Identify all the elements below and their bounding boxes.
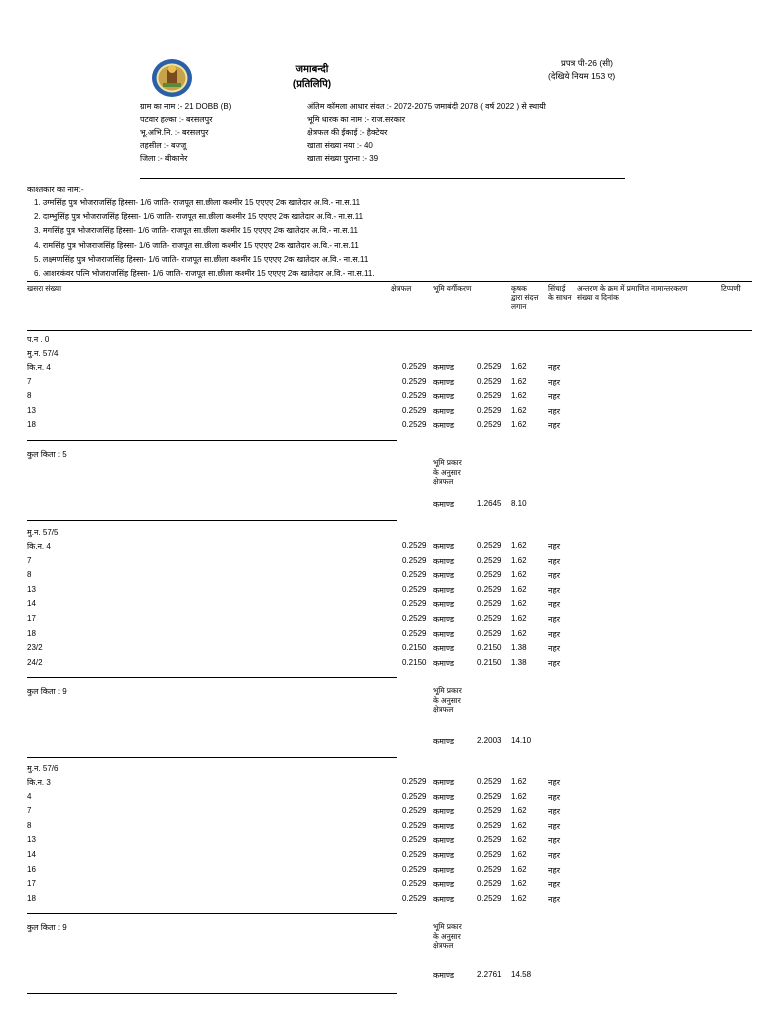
classified-area: 0.2529 bbox=[477, 555, 502, 565]
classified-area: 0.2529 bbox=[477, 835, 502, 845]
table-row bbox=[0, 879, 768, 893]
irrigation-source: नहर bbox=[548, 778, 560, 787]
section-summary-row bbox=[0, 736, 768, 748]
summary-area: 2.2761 bbox=[477, 970, 502, 979]
summary-area: 1.2645 bbox=[477, 499, 502, 508]
rent-value: 1.62 bbox=[511, 599, 527, 609]
rent-value: 1.62 bbox=[511, 541, 527, 550]
area-value: 0.2529 bbox=[402, 820, 427, 830]
classified-area: 0.2529 bbox=[477, 362, 502, 371]
irrigation-source: नहर bbox=[548, 629, 560, 639]
table-row bbox=[0, 821, 768, 835]
info-right-block bbox=[307, 100, 546, 165]
irrigation-source: नहर bbox=[548, 615, 560, 624]
land-classification: कमाण्ड bbox=[433, 392, 455, 402]
kila-number: 14 bbox=[27, 599, 36, 609]
table-row bbox=[0, 894, 768, 908]
area-value: 0.2529 bbox=[402, 420, 427, 430]
table-row bbox=[0, 806, 768, 820]
land-classification: कमाण्ड bbox=[433, 363, 455, 372]
area-value: 0.2529 bbox=[402, 777, 427, 786]
irrigation-source: नहर bbox=[548, 363, 560, 372]
kila-number: कि.न. 4 bbox=[27, 542, 51, 551]
col-khasra-header: खसरा संख्या bbox=[27, 284, 62, 293]
classified-area: 0.2529 bbox=[477, 791, 502, 801]
irrigation-source: नहर bbox=[548, 792, 560, 802]
summary-rent: 8.10 bbox=[511, 499, 527, 508]
land-classification: कमाण्ड bbox=[433, 865, 455, 875]
rent-value: 1.38 bbox=[511, 643, 527, 653]
table-row bbox=[0, 599, 768, 613]
kila-number: कि.न. 4 bbox=[27, 363, 51, 372]
land-classification: कमाण्ड bbox=[433, 406, 455, 416]
rent-value: 1.62 bbox=[511, 820, 527, 830]
land-holder-name: भूमि धारक का नाम :- राज.सरकार bbox=[307, 115, 406, 124]
irrigation-source: नहर bbox=[548, 644, 560, 654]
summary-land-type: कमाण्ड bbox=[433, 971, 455, 980]
section-divider bbox=[27, 677, 397, 678]
classified-area: 0.2529 bbox=[477, 820, 502, 830]
classified-area: 0.2529 bbox=[477, 570, 502, 580]
classified-area: 0.2529 bbox=[477, 599, 502, 609]
rent-value: 1.62 bbox=[511, 405, 527, 415]
district: जिला :- बीकानेर bbox=[140, 154, 188, 163]
irrigation-source: नहर bbox=[548, 880, 560, 890]
form-number: प्रपत्र पी-26 (सी) bbox=[561, 58, 614, 68]
col-irrigation-header: सिंचाई के साधन bbox=[548, 284, 572, 302]
rent-value: 1.62 bbox=[511, 614, 527, 623]
land-classification: कमाण्ड bbox=[433, 629, 455, 639]
summary-land-type: कमाण्ड bbox=[433, 500, 455, 509]
area-value: 0.2529 bbox=[402, 376, 427, 386]
summary-land-type: कमाण्ड bbox=[433, 737, 455, 746]
land-classification: कमाण्ड bbox=[433, 821, 455, 831]
summary-rent: 14.58 bbox=[511, 970, 532, 979]
murabba-number: मु.न. 57/6 bbox=[27, 764, 59, 773]
irrigation-source: नहर bbox=[548, 600, 560, 610]
land-classification: कमाण्ड bbox=[433, 644, 455, 654]
area-by-land-type-label: भूमि प्रकार के अनुसार क्षेत्रफल bbox=[433, 458, 462, 486]
area-unit: क्षेत्रफल की ईकाई :- हैक्टेयर bbox=[307, 128, 388, 137]
area-value: 0.2529 bbox=[402, 599, 427, 609]
rent-value: 1.62 bbox=[511, 893, 527, 903]
kila-number: 7 bbox=[27, 376, 32, 386]
area-by-land-type-label: भूमि प्रकार के अनुसार क्षेत्रफल bbox=[433, 686, 462, 714]
area-value: 0.2529 bbox=[402, 570, 427, 580]
area-value: 0.2529 bbox=[402, 850, 427, 859]
table-row bbox=[0, 792, 768, 806]
irrigation-source: नहर bbox=[548, 821, 560, 831]
land-classification: कमाण्ड bbox=[433, 836, 455, 846]
land-classification: कमाण्ड bbox=[433, 851, 455, 860]
document-subtitle: (प्रतिलिपि) bbox=[292, 79, 332, 90]
kila-number: 8 bbox=[27, 570, 32, 580]
section-summary-row bbox=[0, 499, 768, 511]
table-row bbox=[0, 629, 768, 643]
rent-value: 1.62 bbox=[511, 584, 527, 594]
land-classification: कमाण्ड bbox=[433, 792, 455, 802]
rent-value: 1.38 bbox=[511, 657, 527, 667]
classified-area: 0.2529 bbox=[477, 864, 502, 874]
irrigation-source: नहर bbox=[548, 542, 560, 551]
area-by-land-type-label: भूमि प्रकार के अनुसार क्षेत्रफल bbox=[433, 922, 462, 950]
account-number-old: खाता संख्या पुराना :- 39 bbox=[307, 154, 379, 163]
irrigation-source: नहर bbox=[548, 585, 560, 595]
irrigation-source: नहर bbox=[548, 894, 560, 904]
area-value: 0.2529 bbox=[402, 362, 427, 371]
total-plots-label: कुल किता : 9 bbox=[27, 923, 67, 932]
owner-entry: 1. उग्मसिंह पुत्र भोजराजसिंह हिस्सा- 1/6 जाति- राजपूत सा.छीला कश्मीर 15 एएएए 2क खातेदार अ.वि.- ना.स.11 bbox=[34, 198, 361, 207]
area-value: 0.2529 bbox=[402, 555, 427, 565]
kila-number: 13 bbox=[27, 584, 36, 594]
col-classification-header: भूमि वर्गीकरण bbox=[433, 284, 472, 293]
total-plots-label: कुल किता : 9 bbox=[27, 687, 67, 696]
owners-label: काश्तकार का नाम:- bbox=[27, 185, 84, 194]
classified-area: 0.2529 bbox=[477, 893, 502, 903]
land-classification: कमाण्ड bbox=[433, 658, 455, 668]
table-row bbox=[0, 835, 768, 849]
kila-number: 17 bbox=[27, 879, 36, 889]
area-value: 0.2529 bbox=[402, 864, 427, 874]
area-value: 0.2529 bbox=[402, 628, 427, 638]
kila-number: 18 bbox=[27, 628, 36, 638]
kila-number: 8 bbox=[27, 391, 32, 401]
area-value: 0.2529 bbox=[402, 835, 427, 845]
table-row bbox=[0, 556, 768, 570]
land-classification: कमाण्ड bbox=[433, 615, 455, 624]
kila-number: 7 bbox=[27, 806, 32, 816]
kila-number: 23/2 bbox=[27, 643, 43, 653]
area-value: 0.2529 bbox=[402, 806, 427, 816]
kila-number: 18 bbox=[27, 420, 36, 430]
summary-rent: 14.10 bbox=[511, 736, 532, 745]
patwar-halka: पटवार हल्का :- बरसलपुर bbox=[140, 115, 213, 124]
rent-value: 1.62 bbox=[511, 835, 527, 845]
kila-number: कि.न. 3 bbox=[27, 778, 51, 787]
area-value: 0.2529 bbox=[402, 791, 427, 801]
land-classification: कमाण्ड bbox=[433, 542, 455, 551]
table-row bbox=[0, 777, 768, 791]
section-end-divider bbox=[27, 993, 397, 994]
rent-value: 1.62 bbox=[511, 777, 527, 786]
table-row bbox=[0, 585, 768, 599]
rent-value: 1.62 bbox=[511, 850, 527, 859]
col-rent-header: कृषक द्वारा संदत्त लगान bbox=[511, 284, 539, 311]
info-left-block bbox=[140, 100, 231, 165]
rent-value: 1.62 bbox=[511, 362, 527, 371]
irrigation-source: नहर bbox=[548, 851, 560, 860]
area-value: 0.2529 bbox=[402, 541, 427, 550]
col-area-header: क्षेत्रफल bbox=[391, 284, 412, 293]
table-row bbox=[0, 362, 768, 376]
table-row bbox=[0, 420, 768, 434]
document-title: जमाबन्दी bbox=[295, 64, 329, 75]
area-value: 0.2529 bbox=[402, 893, 427, 903]
table-row bbox=[0, 570, 768, 584]
section-summary-row bbox=[0, 970, 768, 982]
section-divider bbox=[27, 913, 397, 914]
area-value: 0.2529 bbox=[402, 584, 427, 594]
table-row bbox=[0, 406, 768, 420]
classified-area: 0.2529 bbox=[477, 376, 502, 386]
owner-entry: 6. आशरकंवर पत्नि भोजराजसिंह हिस्सा- 1/6 जाति- राजपूत सा.छीला कश्मीर 15 एएएए 2क खातेदार अ.वि.- ना.स.11. bbox=[34, 269, 375, 278]
classified-area: 0.2150 bbox=[477, 643, 502, 653]
rent-value: 1.62 bbox=[511, 628, 527, 638]
land-classification: कमाण्ड bbox=[433, 880, 455, 890]
land-classification: कमाण्ड bbox=[433, 377, 455, 387]
area-value: 0.2150 bbox=[402, 657, 427, 667]
classified-area: 0.2529 bbox=[477, 879, 502, 889]
classified-area: 0.2529 bbox=[477, 628, 502, 638]
irrigation-source: नहर bbox=[548, 658, 560, 668]
summary-area: 2.2003 bbox=[477, 736, 502, 745]
irrigation-source: नहर bbox=[548, 406, 560, 416]
rule-reference: (देखिये नियम 153 ए) bbox=[548, 71, 616, 81]
kila-number: 13 bbox=[27, 835, 36, 845]
section-end-divider bbox=[27, 757, 397, 758]
kila-number: 16 bbox=[27, 864, 36, 874]
classified-area: 0.2529 bbox=[477, 850, 502, 859]
rent-value: 1.62 bbox=[511, 806, 527, 816]
classified-area: 0.2150 bbox=[477, 657, 502, 667]
area-value: 0.2529 bbox=[402, 614, 427, 623]
classified-area: 0.2529 bbox=[477, 614, 502, 623]
owner-entry: 5. लक्ष्मणसिंह पुत्र भोजराजसिंह हिस्सा- 1/6 जाति- राजपूत सा.छीला कश्मीर 15 एएएए 2क खातेदार अ.वि.- ना.स.11 bbox=[34, 254, 369, 264]
rent-value: 1.62 bbox=[511, 376, 527, 386]
area-value: 0.2529 bbox=[402, 405, 427, 415]
land-classification: कमाण्ड bbox=[433, 600, 455, 610]
murabba-number: मु.न. 57/5 bbox=[27, 528, 59, 537]
pn-label: प.न . 0 bbox=[27, 335, 50, 344]
rent-value: 1.62 bbox=[511, 864, 527, 874]
settlement-basis: अंतिम कॉमला आधार संवत :- 2072-2075 जमाबंदी 2078 ( वर्ष 2022 ) से स्थायी bbox=[307, 102, 546, 111]
rent-value: 1.62 bbox=[511, 420, 527, 430]
rent-value: 1.62 bbox=[511, 555, 527, 565]
owner-entry: 2. दाम्भुसिंह पुत्र भोजराजसिंह हिस्सा- 1/6 जाति- राजपूत सा.छीला कश्मीर 15 एएएए 2क खातेदार अ.वि.- ना.स.11 bbox=[34, 212, 364, 222]
table-row bbox=[0, 391, 768, 405]
classified-area: 0.2529 bbox=[477, 777, 502, 786]
land-classification: कमाण्ड bbox=[433, 556, 455, 566]
rent-value: 1.62 bbox=[511, 391, 527, 401]
table-row bbox=[0, 850, 768, 864]
rent-value: 1.62 bbox=[511, 879, 527, 889]
section-divider bbox=[27, 440, 397, 441]
village-name: ग्राम का नाम :- 21 DOBB (B) bbox=[140, 102, 232, 111]
kila-number: 4 bbox=[27, 791, 32, 801]
irrigation-source: नहर bbox=[548, 865, 560, 875]
kila-number: 8 bbox=[27, 820, 32, 830]
kila-number: 17 bbox=[27, 614, 36, 623]
classified-area: 0.2529 bbox=[477, 541, 502, 550]
table-row bbox=[0, 377, 768, 391]
government-emblem-logo bbox=[151, 58, 193, 98]
table-row bbox=[0, 643, 768, 657]
area-value: 0.2150 bbox=[402, 643, 427, 653]
area-value: 0.2529 bbox=[402, 879, 427, 889]
irrigation-source: नहर bbox=[548, 556, 560, 566]
land-classification: कमाण्ड bbox=[433, 894, 455, 904]
col-remarks-header: टिप्पणी bbox=[721, 284, 741, 293]
table-header-rule bbox=[27, 330, 752, 331]
kila-number: 14 bbox=[27, 850, 36, 859]
classified-area: 0.2529 bbox=[477, 806, 502, 816]
irrigation-source: नहर bbox=[548, 421, 560, 431]
land-classification: कमाण्ड bbox=[433, 585, 455, 595]
land-classification: कमाण्ड bbox=[433, 778, 455, 787]
irrigation-source: नहर bbox=[548, 836, 560, 846]
table-top-rule bbox=[27, 281, 752, 282]
land-classification: कमाण्ड bbox=[433, 571, 455, 581]
owner-entry: 4. रामसिंह पुत्र भोजराजसिंह हिस्सा- 1/6 जाति- राजपूत सा.छीला कश्मीर 15 एएएए 2क खातेदार अ.वि.- ना.स.11 bbox=[34, 240, 359, 250]
kila-number: 24/2 bbox=[27, 657, 43, 667]
table-row bbox=[0, 865, 768, 879]
area-value: 0.2529 bbox=[402, 391, 427, 401]
irrigation-source: नहर bbox=[548, 392, 560, 402]
kila-number: 7 bbox=[27, 555, 32, 565]
tehsil: तहसील :- बज्जू bbox=[140, 141, 187, 150]
land-record-inspector: भू.अभि.नि. :- बरसलपुर bbox=[140, 128, 209, 137]
owner-entry: 3. मगसिंह पुत्र भोजराजसिंह हिस्सा- 1/6 जाति- राजपूत सा.छीला कश्मीर 15 एएएए 2क खातेदार अ.वि.- ना.स.11 bbox=[34, 226, 359, 236]
rent-value: 1.62 bbox=[511, 791, 527, 801]
account-number-new: खाता संख्या नया :- 40 bbox=[307, 141, 373, 150]
table-row bbox=[0, 541, 768, 555]
kila-number: 18 bbox=[27, 893, 36, 903]
classified-area: 0.2529 bbox=[477, 391, 502, 401]
table-row bbox=[0, 614, 768, 628]
irrigation-source: नहर bbox=[548, 377, 560, 387]
classified-area: 0.2529 bbox=[477, 420, 502, 430]
murabba-number: मु.न. 57/4 bbox=[27, 349, 59, 358]
section-end-divider bbox=[27, 520, 397, 521]
land-classification: कमाण्ड bbox=[433, 807, 455, 817]
col-mutation-header: अन्तरण के क्रम में प्रमाणित नामान्तरकरण संख्या व दिनांक bbox=[577, 284, 688, 302]
rent-value: 1.62 bbox=[511, 570, 527, 580]
header-divider bbox=[140, 178, 625, 179]
kila-number: 13 bbox=[27, 405, 36, 415]
land-classification: कमाण्ड bbox=[433, 421, 455, 431]
classified-area: 0.2529 bbox=[477, 584, 502, 594]
total-plots-label: कुल किता : 5 bbox=[27, 450, 67, 459]
classified-area: 0.2529 bbox=[477, 405, 502, 415]
table-row bbox=[0, 658, 768, 672]
irrigation-source: नहर bbox=[548, 571, 560, 581]
irrigation-source: नहर bbox=[548, 807, 560, 817]
